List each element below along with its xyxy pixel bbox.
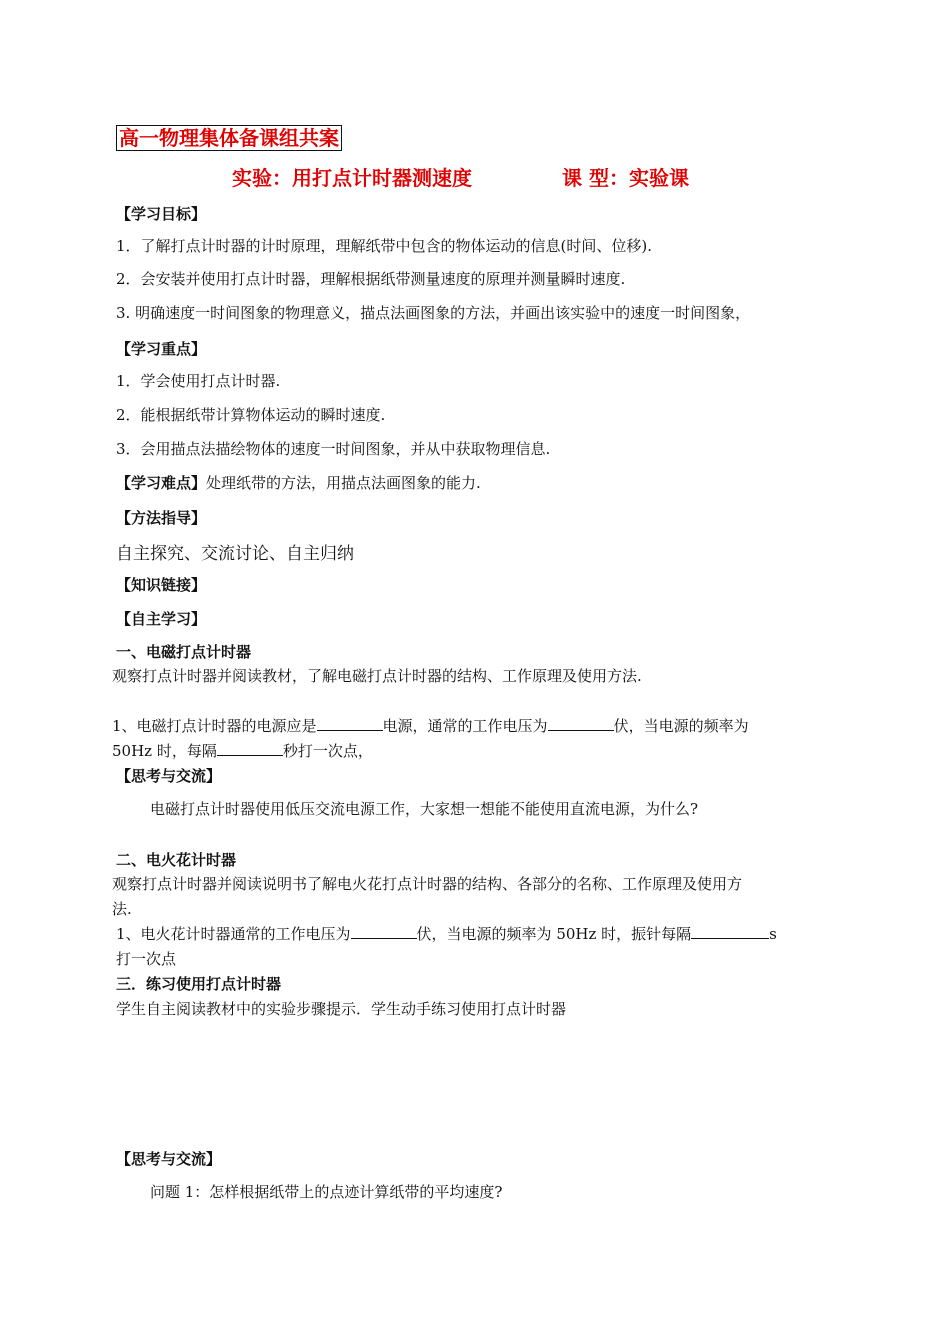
difficulty-heading: 【学习难点】: [116, 474, 207, 492]
section-3-heading: 三．练习使用打点计时器: [116, 975, 282, 993]
question-text: 1、电火花计时器通常的工作电压为: [116, 925, 351, 943]
goal-item-3: 3. 明确速度一时间图象的物理意义，描点法画图象的方法，并画出该实验中的速度一时间图象，: [116, 304, 751, 322]
fill-blank[interactable]: [351, 924, 417, 939]
fill-blank[interactable]: [548, 716, 614, 731]
key-points-heading: 【学习重点】: [116, 340, 207, 358]
fill-blank[interactable]: [691, 924, 769, 939]
key-point-item-3: 3．会用描点法描绘物体的速度一时间图象，并从中获取物理信息.: [116, 440, 551, 458]
method-heading: 【方法指导】: [116, 509, 207, 527]
think-text-1: 电磁打点计时器使用低压交流电源工作，大家想一想能不能使用直流电源，为什么?: [150, 800, 699, 818]
section-1-heading: 一、电磁打点计时器: [116, 643, 252, 661]
question-text: 1、电磁打点计时器的电源应是: [112, 717, 317, 735]
key-point-item-1: 1．学会使用打点计时器.: [116, 372, 281, 390]
question-text: 50Hz 时，每隔: [112, 742, 217, 760]
section-3-text: 学生自主阅读教材中的实验步骤提示．学生动手练习使用打点计时器: [116, 1000, 567, 1018]
difficulty-text: 处理纸带的方法，用描点法画图象的能力.: [206, 474, 481, 492]
experiment-title: 实验：用打点计时器测速度: [232, 166, 472, 190]
section-2-intro-line-1: 观察打点计时器并阅读说明书了解电火花打点计时器的结构、各部分的名称、工作原理及使用方: [112, 875, 743, 893]
section-1-question-line-2: [112, 740, 373, 761]
document-subtitle: [232, 162, 689, 191]
question-text: 电源，通常的工作电压为: [382, 717, 548, 735]
method-text: 自主探究、交流讨论、自主归纳: [116, 544, 354, 564]
fill-blank[interactable]: [317, 716, 383, 731]
knowledge-link-heading: 【知识链接】: [116, 576, 207, 594]
goal-item-2: 2．会安装并使用打点计时器，理解根据纸带测量速度的原理并测量瞬时速度.: [116, 270, 626, 288]
goal-item-1: 1．了解打点计时器的计时原理，理解纸带中包含的物体运动的信息(时间、位移).: [116, 237, 653, 255]
think-question-1: 问题 1：怎样根据纸带上的点迹计算纸带的平均速度?: [150, 1183, 503, 1201]
goals-heading: 【学习目标】: [116, 205, 207, 223]
section-1-question-line-1: [112, 715, 749, 736]
difficulty-line: [116, 472, 481, 493]
section-2-question-line-1: [116, 923, 777, 944]
think-heading-2: 【思考与交流】: [116, 1150, 222, 1168]
question-text: 秒打一次点，: [282, 742, 373, 760]
section-2-question-line-2: 打一次点: [116, 950, 177, 968]
section-1-intro: 观察打点计时器并阅读教材，了解电磁打点计时器的结构、工作原理及使用方法.: [112, 667, 642, 685]
think-heading-1: 【思考与交流】: [116, 767, 222, 785]
section-2-intro-line-2: 法.: [112, 900, 132, 918]
self-study-heading: 【自主学习】: [116, 610, 207, 628]
question-text: 伏，当电源的频率为 50Hz 时，振针每隔: [416, 925, 692, 943]
key-point-item-2: 2．能根据纸带计算物体运动的瞬时速度.: [116, 406, 386, 424]
document-title: 高一物理集体备课组共案: [116, 125, 342, 151]
fill-blank[interactable]: [217, 741, 283, 756]
section-2-heading: 二、电火花计时器: [116, 851, 237, 869]
lesson-type: 课 型：实验课: [562, 166, 689, 190]
question-text: s: [769, 925, 777, 943]
question-text: 伏，当电源的频率为: [613, 717, 749, 735]
